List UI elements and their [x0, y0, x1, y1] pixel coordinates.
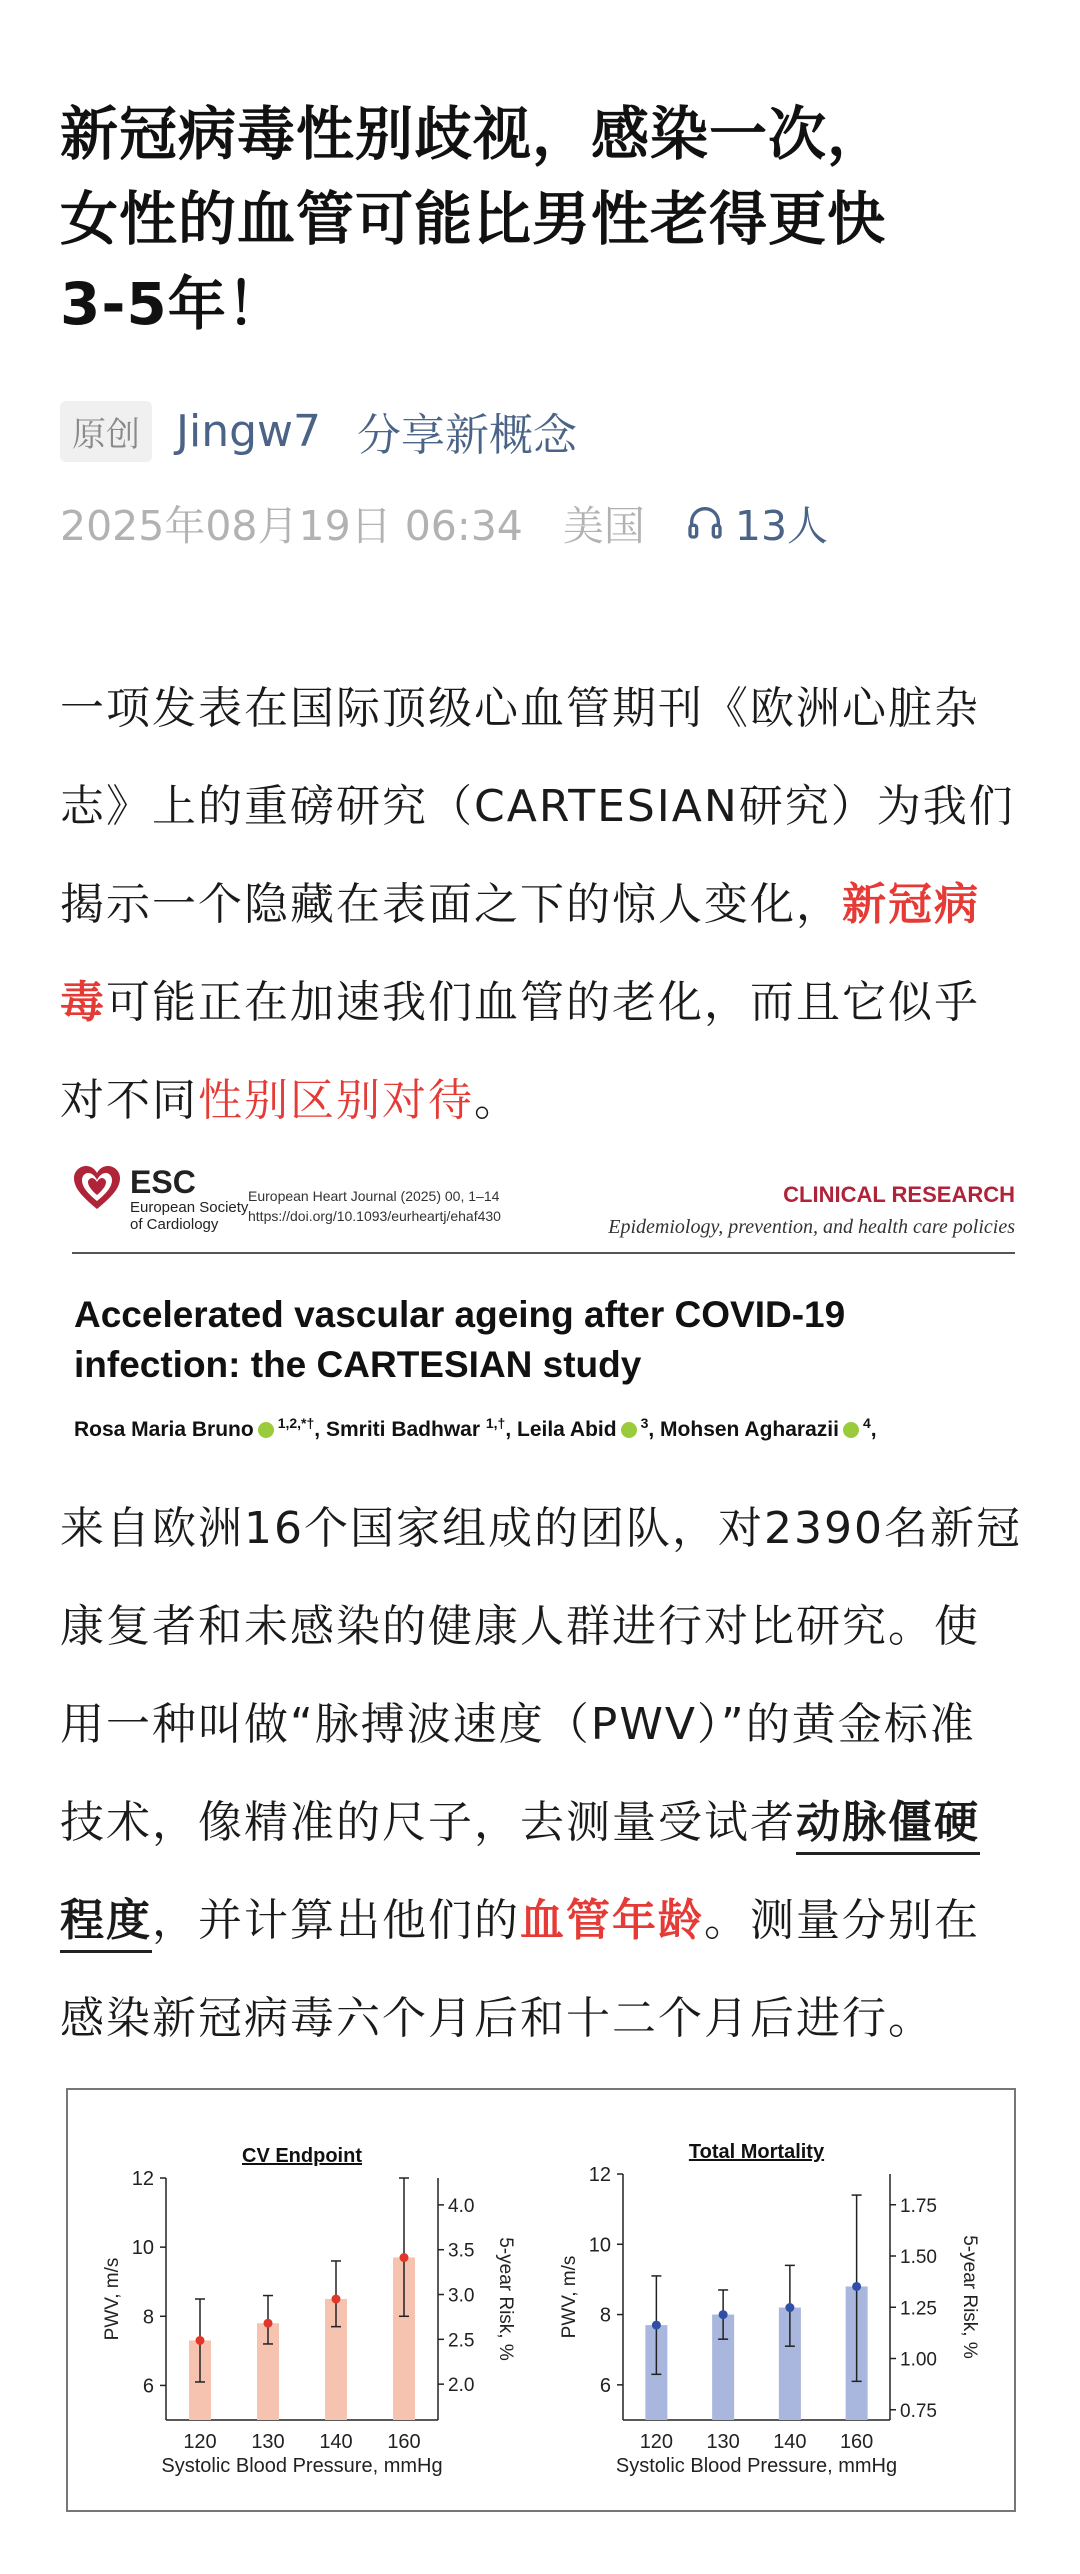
y-tick-label: 10	[588, 2234, 611, 2257]
data-point	[719, 2310, 728, 2319]
y-axis-label: PWV, m/s	[559, 2255, 580, 2339]
heart-logo-icon	[72, 1165, 122, 1211]
title-line: 女性的血管可能比男性老得更快	[60, 185, 887, 253]
highlight-text: 新冠病	[842, 879, 980, 930]
y-tick-label: 6	[599, 2374, 611, 2397]
account-name-link[interactable]: 分享新概念	[357, 410, 577, 461]
y2-tick-label: 3.5	[448, 2240, 475, 2262]
y-tick-label: 8	[599, 2304, 611, 2327]
text-line: 康复者和未感染的健康人群进行对比研究。使	[60, 1601, 980, 1652]
text-span: 对不同	[60, 1075, 198, 1126]
text-span: ，并计算出他们的	[152, 1895, 520, 1946]
paper-authors: Rosa Maria Bruno $^{1,2,*\dagger}$, Smriti Badhwar $^{1,\dagger}$, Leila Abid $^3$, Mohsen Agharazii $^4$,	[74, 1415, 877, 1441]
esc-subtitle: of Cardiology	[130, 1216, 219, 1233]
highlight-text: 血管年龄	[520, 1895, 704, 1946]
text-span: 揭示一个隐藏在表面之下的惊人变化，	[60, 879, 842, 930]
highlight-text: 毒	[60, 977, 106, 1028]
author-link[interactable]: Jingw7	[176, 405, 321, 457]
text-line	[60, 1774, 1025, 1872]
x-tick-label: 160	[839, 2431, 874, 2453]
article-title	[60, 92, 1020, 347]
y2-tick-label: 4.0	[448, 2195, 475, 2217]
text-line	[60, 954, 1025, 1052]
y-axis-label: PWV, m/s	[102, 2257, 123, 2341]
y2-tick-label: 2.0	[448, 2375, 475, 2397]
data-point	[196, 2336, 205, 2345]
x-tick-label: 120	[183, 2431, 217, 2453]
chart-title: Total Mortality	[688, 2141, 825, 2163]
author-affiliation: 3	[640, 1415, 649, 1431]
section-label: CLINICAL RESEARCH	[783, 1182, 1015, 1207]
paper-title	[74, 1290, 1014, 1390]
y2-axis-label: 5-year Risk, %	[959, 2235, 980, 2359]
y2-tick-label: 0.75	[900, 2400, 937, 2422]
highlight-bold: 动脉僵硬	[796, 1797, 980, 1855]
text-span: 。测量分别在	[704, 1895, 980, 1946]
x-axis-label: Systolic Blood Pressure, mmHg	[161, 2455, 443, 2477]
y2-tick-label: 2.5	[448, 2330, 475, 2352]
author-name: Rosa Maria Bruno	[74, 1418, 254, 1441]
y-tick-label: 8	[142, 2306, 154, 2329]
text-line: 志》上的重磅研究（CARTESIAN研究）为我们	[60, 781, 1015, 832]
text-span: 。	[474, 1075, 520, 1126]
y2-tick-label: 1.50	[900, 2247, 937, 2268]
author-name: Smriti Badhwar	[325, 1418, 481, 1441]
data-point	[652, 2321, 661, 2330]
text-line: 用一种叫做“脉搏波速度（PWV）”的黄金标准	[60, 1699, 976, 1750]
x-tick-label: 130	[251, 2431, 285, 2453]
y2-tick-label: 1.75	[900, 2195, 937, 2217]
orcid-icon	[621, 1422, 637, 1438]
highlight-bold: 程度	[60, 1895, 152, 1953]
text-line: 来自欧洲16个国家组成的团队，对2390名新冠	[60, 1503, 1022, 1554]
data-point	[785, 2303, 794, 2312]
y-tick-label: 12	[588, 2164, 611, 2186]
author-affiliation: 1,†	[485, 1415, 506, 1431]
author-name: Mohsen Agharazii	[660, 1418, 839, 1441]
author-affiliation: 4	[862, 1415, 871, 1431]
x-axis-label: Systolic Blood Pressure, mmHg	[615, 2455, 898, 2477]
chart-title: CV Endpoint	[242, 2145, 362, 2167]
author-affiliation: 1,2,*†	[277, 1415, 315, 1431]
x-tick-label: 140	[773, 2431, 807, 2453]
x-tick-label: 120	[639, 2431, 674, 2453]
data-point	[852, 2282, 861, 2291]
title-line: 3-5年！	[60, 270, 286, 338]
orcid-icon	[258, 1422, 274, 1438]
journal-doi: https://doi.org/10.1093/eurheartj/ehaf430	[248, 1208, 501, 1224]
data-point	[332, 2295, 341, 2304]
paragraph-intro	[60, 660, 1025, 1150]
y2-tick-label: 3.0	[448, 2285, 475, 2307]
text-span: 可能正在加速我们血管的老化，而且它似乎	[106, 977, 980, 1028]
orcid-icon	[843, 1422, 859, 1438]
text-line	[60, 1872, 1025, 1970]
listener-count: 13人	[734, 501, 829, 550]
title-line: 新冠病毒性别歧视，感染一次，	[60, 100, 887, 168]
paper-title-line: Accelerated vascular ageing after COVID-19	[74, 1294, 846, 1335]
figure-image[interactable]	[66, 2088, 1016, 2512]
original-badge: 原创	[60, 401, 152, 462]
paper-header-image[interactable]	[60, 1130, 1025, 1460]
y2-axis-label: 5-year Risk, %	[495, 2237, 516, 2361]
esc-wordmark: ESC	[130, 1164, 196, 1200]
y-tick-label: 10	[131, 2237, 154, 2260]
x-tick-label: 160	[387, 2431, 421, 2453]
esc-subtitle: European Society	[130, 1199, 249, 1216]
highlight-link[interactable]: 性别区别对待	[198, 1075, 474, 1133]
author-row	[60, 400, 577, 462]
esc-logo	[72, 1165, 248, 1233]
publish-location: 美国	[562, 501, 645, 550]
publish-info-row	[60, 492, 828, 552]
divider	[72, 1252, 1015, 1254]
x-tick-label: 140	[319, 2431, 353, 2453]
paper-title-line: infection: the CARTESIAN study	[74, 1344, 642, 1385]
journal-name: European Heart Journal (2025) 00, 1–14	[248, 1188, 500, 1204]
y2-tick-label: 1.25	[900, 2298, 937, 2320]
text-span: 技术，像精准的尺子，去测量受试者	[60, 1797, 796, 1848]
author-name: Leila Abid	[517, 1418, 617, 1441]
journal-citation	[248, 1186, 501, 1226]
subsection-label: Epidemiology, prevention, and health care policies	[608, 1216, 1015, 1238]
data-point	[264, 2319, 273, 2328]
y2-tick-label: 1.00	[900, 2349, 937, 2371]
x-tick-label: 130	[706, 2431, 740, 2453]
listen-button[interactable]	[685, 493, 828, 552]
publish-date: 2025年08月19日 06:34	[60, 501, 523, 550]
text-line: 感染新冠病毒六个月后和十二个月后进行。	[60, 1993, 934, 2044]
y-tick-label: 6	[142, 2375, 154, 2398]
data-point	[400, 2253, 409, 2262]
chart-cv-endpoint	[68, 2090, 528, 2510]
paragraph-study	[60, 1480, 1025, 2068]
text-line	[60, 856, 1025, 954]
text-line: 一项发表在国际顶级心血管期刊《欧洲心脏杂	[60, 683, 980, 734]
chart-total-mortality	[528, 2090, 1008, 2510]
y-tick-label: 12	[131, 2168, 154, 2190]
headphones-icon	[685, 502, 725, 542]
